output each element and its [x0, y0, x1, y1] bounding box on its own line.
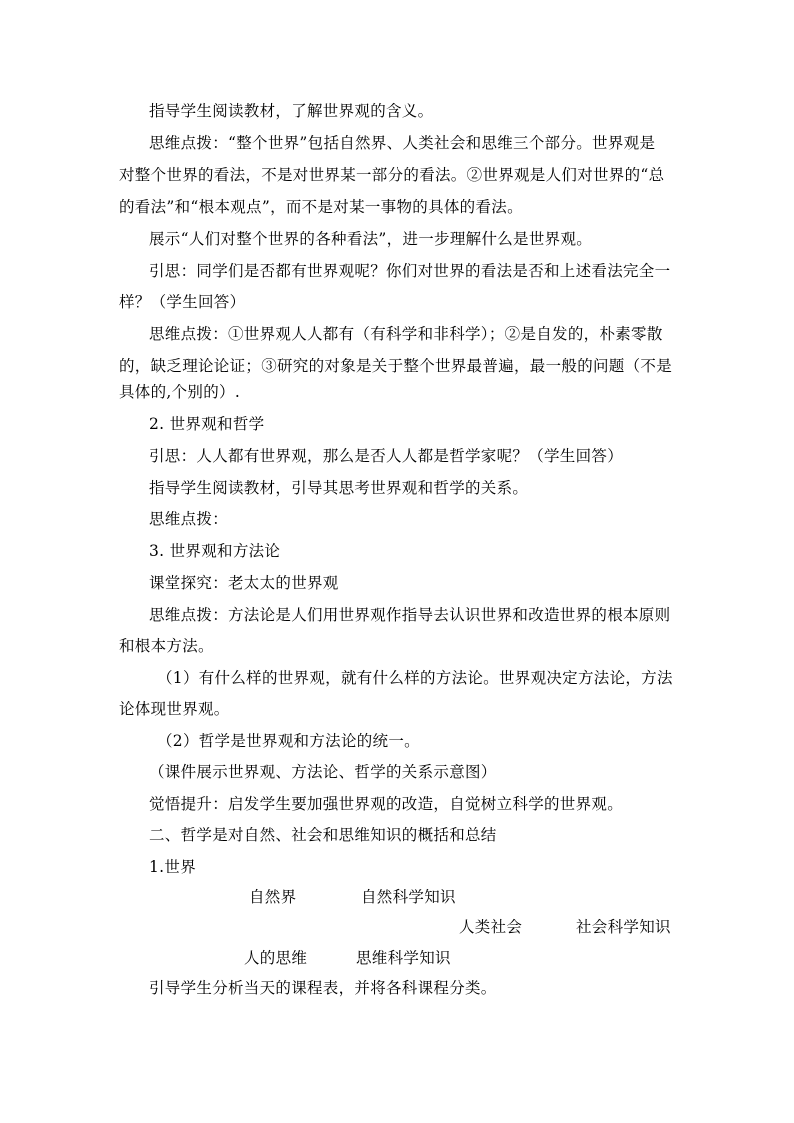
section-heading: 3. 世界观和方法论 [149, 542, 281, 560]
paragraph: 引思：人人都有世界观，那么是否人人都是哲学家呢？（学生回答） [149, 447, 624, 465]
paragraph: 的，缺乏理论论证；③研究的对象是关于整个世界最普遍，最一般的问题（不是 [119, 357, 673, 375]
paragraph: 思维点拨： [149, 510, 229, 528]
paragraph: 对整个世界的看法，不是对世界某一部分的看法。②世界观是人们对世界的“总 [119, 166, 665, 184]
diagram-label-thinking: 人的思维 [244, 949, 308, 967]
paragraph: 具体的,个别的）. [119, 383, 241, 401]
diagram-label-nature: 自然界 [249, 888, 297, 906]
paragraph: 指导学生阅读教材，引导其思考世界观和哲学的关系。 [149, 479, 529, 497]
paragraph: （课件展示世界观、方法论、哲学的关系示意图） [149, 763, 497, 781]
paragraph: 觉悟提升：启发学生要加强世界观的改造，自觉树立科学的世界观。 [149, 795, 624, 813]
diagram-label-society: 人类社会 [459, 918, 523, 936]
paragraph: 样？（学生回答） [119, 293, 246, 311]
paragraph: 展示“人们对整个世界的各种看法”，进一步理解什么是世界观。 [149, 230, 593, 248]
diagram-label-thinking-science: 思维科学知识 [356, 949, 451, 967]
diagram-label-natural-science: 自然科学知识 [361, 888, 456, 906]
section-heading: 2. 世界观和哲学 [149, 415, 265, 433]
paragraph: 课堂探究：老太太的世界观 [149, 574, 339, 592]
paragraph: （1）有什么样的世界观，就有什么样的方法论。世界观决定方法论，方法 [157, 669, 673, 687]
paragraph: 指导学生阅读教材，了解世界观的含义。 [149, 102, 434, 120]
section-heading: 1.世界 [149, 858, 196, 876]
paragraph: 的看法”和“根本观点”，而不是对某一事物的具体的看法。 [119, 198, 523, 216]
paragraph: 思维点拨：方法论是人们用世界观作指导去认识世界和改造世界的根本原则 [149, 606, 671, 624]
paragraph: 思维点拨：“整个世界”包括自然界、人类社会和思维三个部分。世界观是 [149, 134, 656, 152]
paragraph: 论体现世界观。 [119, 700, 230, 718]
section-heading: 二、哲学是对自然、社会和思维知识的概括和总结 [149, 826, 497, 844]
paragraph: （2）哲学是世界观和方法论的统一。 [157, 732, 420, 750]
diagram-label-social-science: 社会科学知识 [576, 918, 671, 936]
paragraph: 引思：同学们是否都有世界观呢？你们对世界的看法是否和上述看法完全一 [149, 262, 671, 280]
paragraph: 引导学生分析当天的课程表，并将各科课程分类。 [149, 979, 497, 997]
paragraph: 思维点拨：①世界观人人都有（有科学和非科学）；②是自发的，朴素零散 [149, 325, 663, 343]
paragraph: 和根本方法。 [119, 637, 214, 655]
